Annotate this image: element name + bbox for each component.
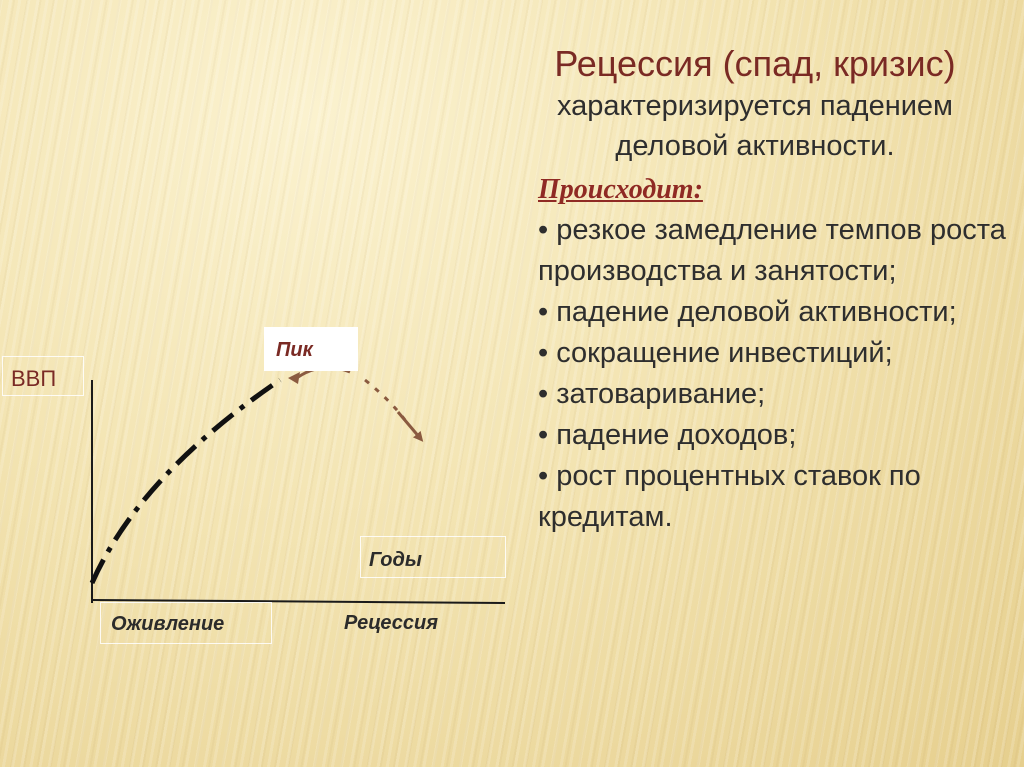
peak-label: Пик: [264, 327, 358, 371]
bullet-item: • падение доходов;: [538, 419, 797, 451]
bullet-item: • сокращение инвестиций;: [538, 337, 893, 369]
slide-title: Рецессия (спад, кризис): [554, 43, 956, 84]
bullet-item: • резкое замедление темпов роста производства и занятости;: [538, 214, 1006, 287]
phase-label-revival: Оживление: [100, 602, 272, 644]
phase-label-recession: Рецессия: [344, 612, 438, 634]
growth-curve: [92, 380, 280, 583]
occurs-heading: Происходит:: [538, 174, 703, 205]
bullet-item: • падение деловой активности;: [538, 296, 957, 328]
slide-subtitle: характеризируется падением деловой активности.: [556, 90, 953, 162]
bullet-item: • рост процентных ставок по кредитам.: [538, 460, 921, 533]
peak-arc-arrowhead: [288, 372, 300, 384]
y-axis-label: ВВП: [2, 356, 84, 396]
bullet-list: [538, 210, 1008, 538]
bullet-item: • затоваривание;: [538, 378, 766, 410]
down-arrow: [398, 412, 420, 438]
business-cycle-diagram: [0, 320, 520, 650]
x-axis-label: Годы: [360, 536, 506, 578]
